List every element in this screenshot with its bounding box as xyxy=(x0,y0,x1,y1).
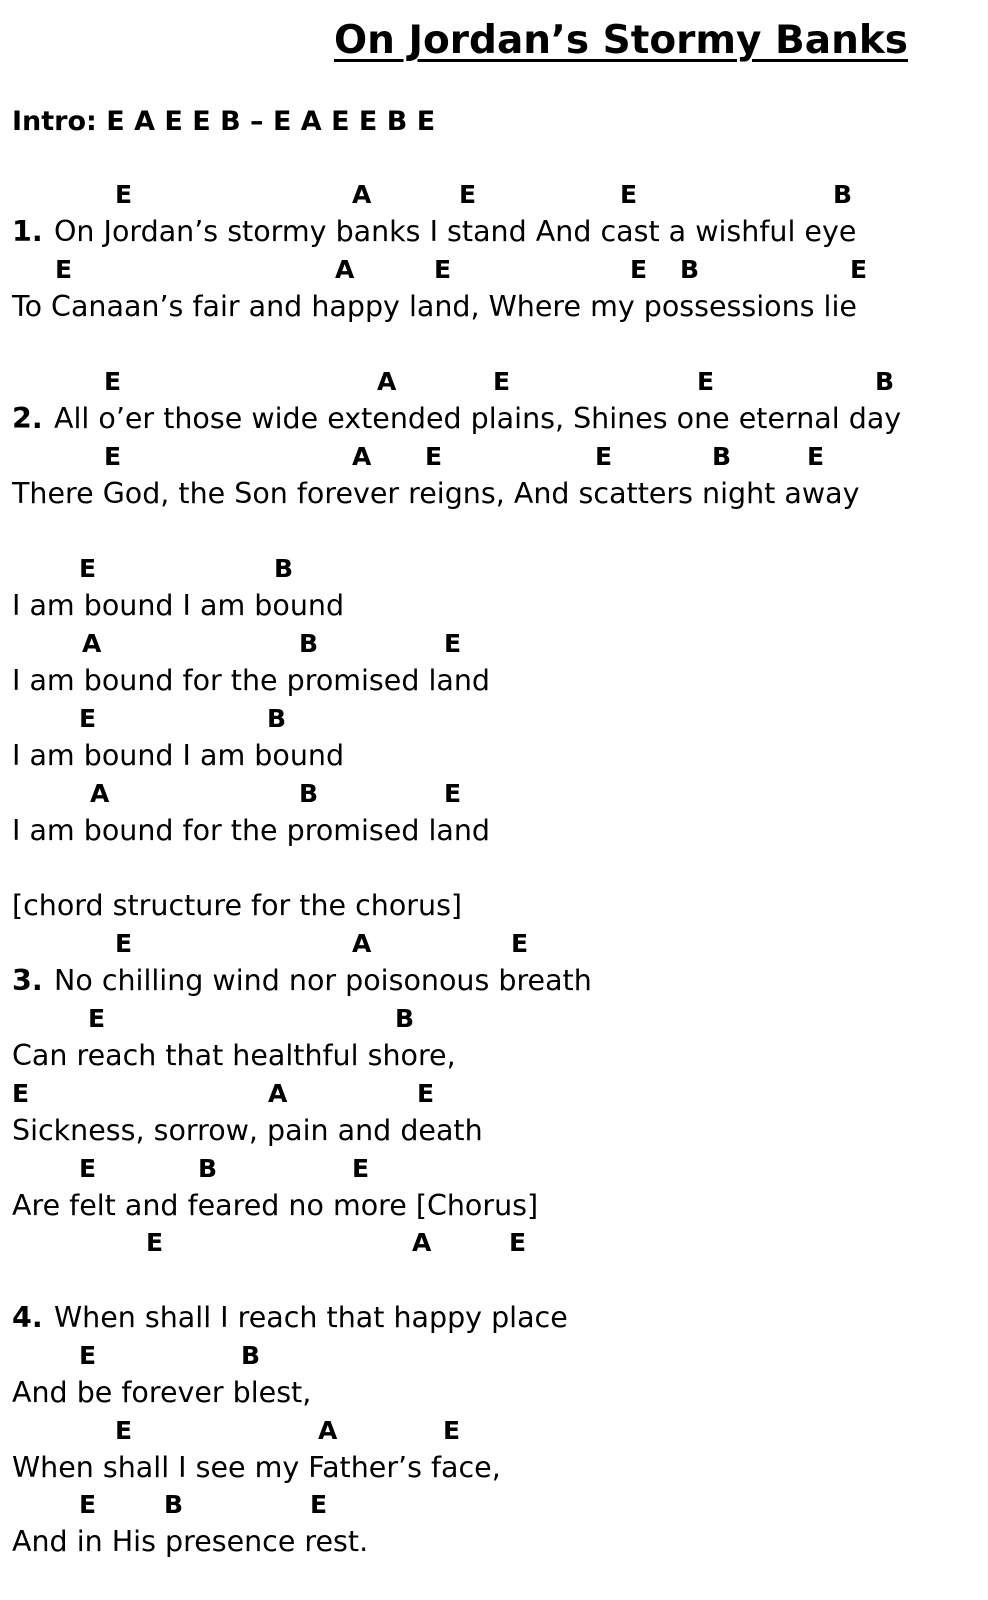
chord-label: A xyxy=(90,779,110,808)
chord-label: E xyxy=(104,367,122,396)
chord-label: E xyxy=(115,1416,133,1445)
chord-label: E xyxy=(697,367,715,396)
lyric-text: Sickness, sorrow, pain and death xyxy=(12,1114,483,1147)
verse-number: 3. xyxy=(12,964,43,997)
chord-label: E xyxy=(493,367,511,396)
chord-label: B xyxy=(395,1004,415,1033)
chord-label: B xyxy=(299,629,319,658)
chord-label: E xyxy=(444,779,462,808)
chord-label: A xyxy=(377,367,397,396)
chord-label: E xyxy=(511,929,529,958)
chord-label: A xyxy=(318,1416,338,1445)
chord-label: E xyxy=(352,1154,370,1183)
chord-label: E xyxy=(434,255,452,284)
chord-label: E xyxy=(425,442,443,471)
chord-label: E xyxy=(146,1228,164,1257)
lyric-line xyxy=(12,215,856,249)
chord-label: A xyxy=(352,929,372,958)
lyric-text: When shall I see my Father’s face, xyxy=(12,1451,501,1484)
lyric-text: All o’er those wide extended plains, Shines one eternal day xyxy=(54,402,902,435)
lyric-line xyxy=(12,1301,568,1335)
chord-label: E xyxy=(417,1079,435,1108)
lyric-text: Are felt and feared no more [Chorus] xyxy=(12,1189,539,1222)
lyric-line xyxy=(12,290,857,324)
lyric-text: [chord structure for the chorus] xyxy=(12,889,463,922)
lyric-text: I am bound I am bound xyxy=(12,589,345,622)
chord-label: E xyxy=(88,1004,106,1033)
lyric-line xyxy=(12,739,344,773)
chord-label: E xyxy=(104,442,122,471)
chord-label: E xyxy=(79,1154,97,1183)
verse-number: 1. xyxy=(12,215,43,248)
chord-label: B xyxy=(274,554,294,583)
chord-label: B xyxy=(299,779,319,808)
lyric-line xyxy=(12,1039,456,1073)
chord-label: A xyxy=(412,1228,432,1257)
chord-label: B xyxy=(833,180,853,209)
chord-label: E xyxy=(310,1490,328,1519)
intro-line: Intro: E A E E B – E A E E B E xyxy=(12,106,436,137)
lyric-text: When shall I reach that happy place xyxy=(54,1301,568,1334)
chord-label: E xyxy=(620,180,638,209)
chord-label: E xyxy=(55,255,73,284)
chord-label: E xyxy=(509,1228,527,1257)
lyric-line xyxy=(12,477,860,511)
lyric-line xyxy=(12,664,490,698)
lyric-text: To Canaan’s fair and happy land, Where my possessions lie xyxy=(12,290,857,323)
chord-label: E xyxy=(443,1416,461,1445)
lyric-line xyxy=(12,964,592,998)
chord-label: A xyxy=(268,1079,288,1108)
verse-number: 2. xyxy=(12,402,43,435)
chord-label: E xyxy=(459,180,477,209)
song-title: On Jordan’s Stormy Banks xyxy=(334,18,908,63)
lyric-line xyxy=(12,402,901,436)
lyric-line xyxy=(12,1451,501,1485)
lyric-text: There God, the Son forever reigns, And scatters night away xyxy=(12,477,860,510)
chord-label: E xyxy=(79,554,97,583)
lyric-line xyxy=(12,1525,368,1559)
chord-label: A xyxy=(352,180,372,209)
chord-label: E xyxy=(115,929,133,958)
lyric-text: I am bound for the promised land xyxy=(12,664,491,697)
chord-label: B xyxy=(267,704,287,733)
lyric-text: Can reach that healthful shore, xyxy=(12,1039,456,1072)
chord-label: E xyxy=(807,442,825,471)
lyric-line xyxy=(12,889,462,923)
chord-label: E xyxy=(444,629,462,658)
chord-label: E xyxy=(630,255,648,284)
lyric-text: On Jordan’s stormy banks I stand And cast a wishful eye xyxy=(54,215,857,248)
chord-label: B xyxy=(241,1341,261,1370)
chord-label: B xyxy=(712,442,732,471)
lyric-text: And be forever blest, xyxy=(12,1376,312,1409)
lyric-line xyxy=(12,1376,311,1410)
lyric-line xyxy=(12,1189,538,1223)
lyric-text: I am bound I am bound xyxy=(12,739,345,772)
chord-label: E xyxy=(79,1490,97,1519)
chord-label: E xyxy=(850,255,868,284)
lyric-line xyxy=(12,814,490,848)
verse-number: 4. xyxy=(12,1301,43,1334)
lyric-line xyxy=(12,589,344,623)
lyric-line xyxy=(12,1114,483,1148)
chord-label: A xyxy=(82,629,102,658)
chord-label: E xyxy=(12,1079,30,1108)
chord-label: B xyxy=(875,367,895,396)
chord-label: E xyxy=(595,442,613,471)
chord-label: A xyxy=(335,255,355,284)
chord-label: A xyxy=(352,442,372,471)
lyric-text: I am bound for the promised land xyxy=(12,814,491,847)
chord-label: E xyxy=(115,180,133,209)
lyric-text: No chilling wind nor poisonous breath xyxy=(54,964,592,997)
chord-label: B xyxy=(164,1490,184,1519)
chord-label: B xyxy=(198,1154,218,1183)
chord-label: B xyxy=(680,255,700,284)
lyric-text: And in His presence rest. xyxy=(12,1525,369,1558)
chord-label: E xyxy=(79,1341,97,1370)
chord-label: E xyxy=(79,704,97,733)
